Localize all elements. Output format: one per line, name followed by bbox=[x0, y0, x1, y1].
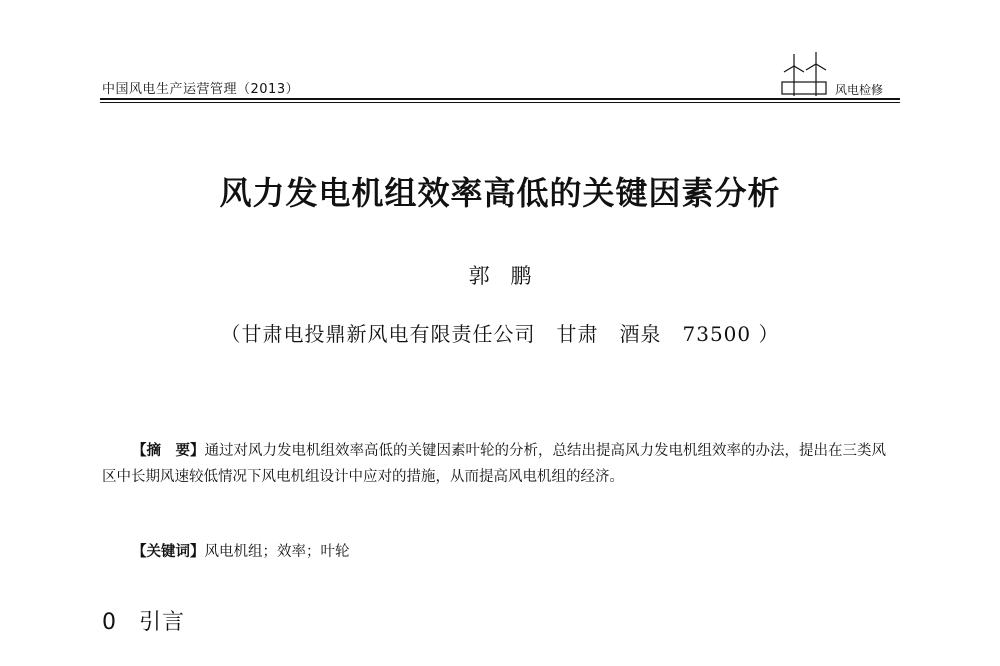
section-heading bbox=[102, 605, 185, 636]
keywords-line bbox=[132, 540, 350, 561]
section-name: 风电检修 bbox=[835, 83, 884, 97]
article-author: 郭 鹏 bbox=[468, 264, 532, 288]
header-rule bbox=[100, 98, 900, 100]
header-rule-thin bbox=[100, 102, 900, 103]
keywords-text: 风电机组；效率；叶轮 bbox=[204, 544, 350, 560]
keywords-label: 【关键词】 bbox=[132, 544, 205, 560]
section-number: 0 bbox=[102, 610, 117, 635]
section-title: 引言 bbox=[139, 610, 186, 635]
journal-name: 中国风电生产运营管理（2013） bbox=[102, 82, 300, 97]
abstract-paragraph bbox=[102, 438, 900, 490]
author-affiliation: （甘肃电投鼎新风电有限责任公司 甘肃 酒泉 73500 ） bbox=[220, 322, 780, 346]
abstract-text: 通过对风力发电机组效率高低的关键因素叶轮的分析，总结出提高风力发电机组效率的办法，提出在三类风区中长期风速较低情况下风电机组设计中应对的措施，从而提高风电机组的经济。 bbox=[102, 443, 886, 485]
article-title: 风力发电机组效率高低的关键因素分析 bbox=[219, 174, 781, 212]
abstract-label: 【摘 要】 bbox=[132, 443, 205, 459]
wind-turbine-logo-icon bbox=[776, 52, 832, 96]
